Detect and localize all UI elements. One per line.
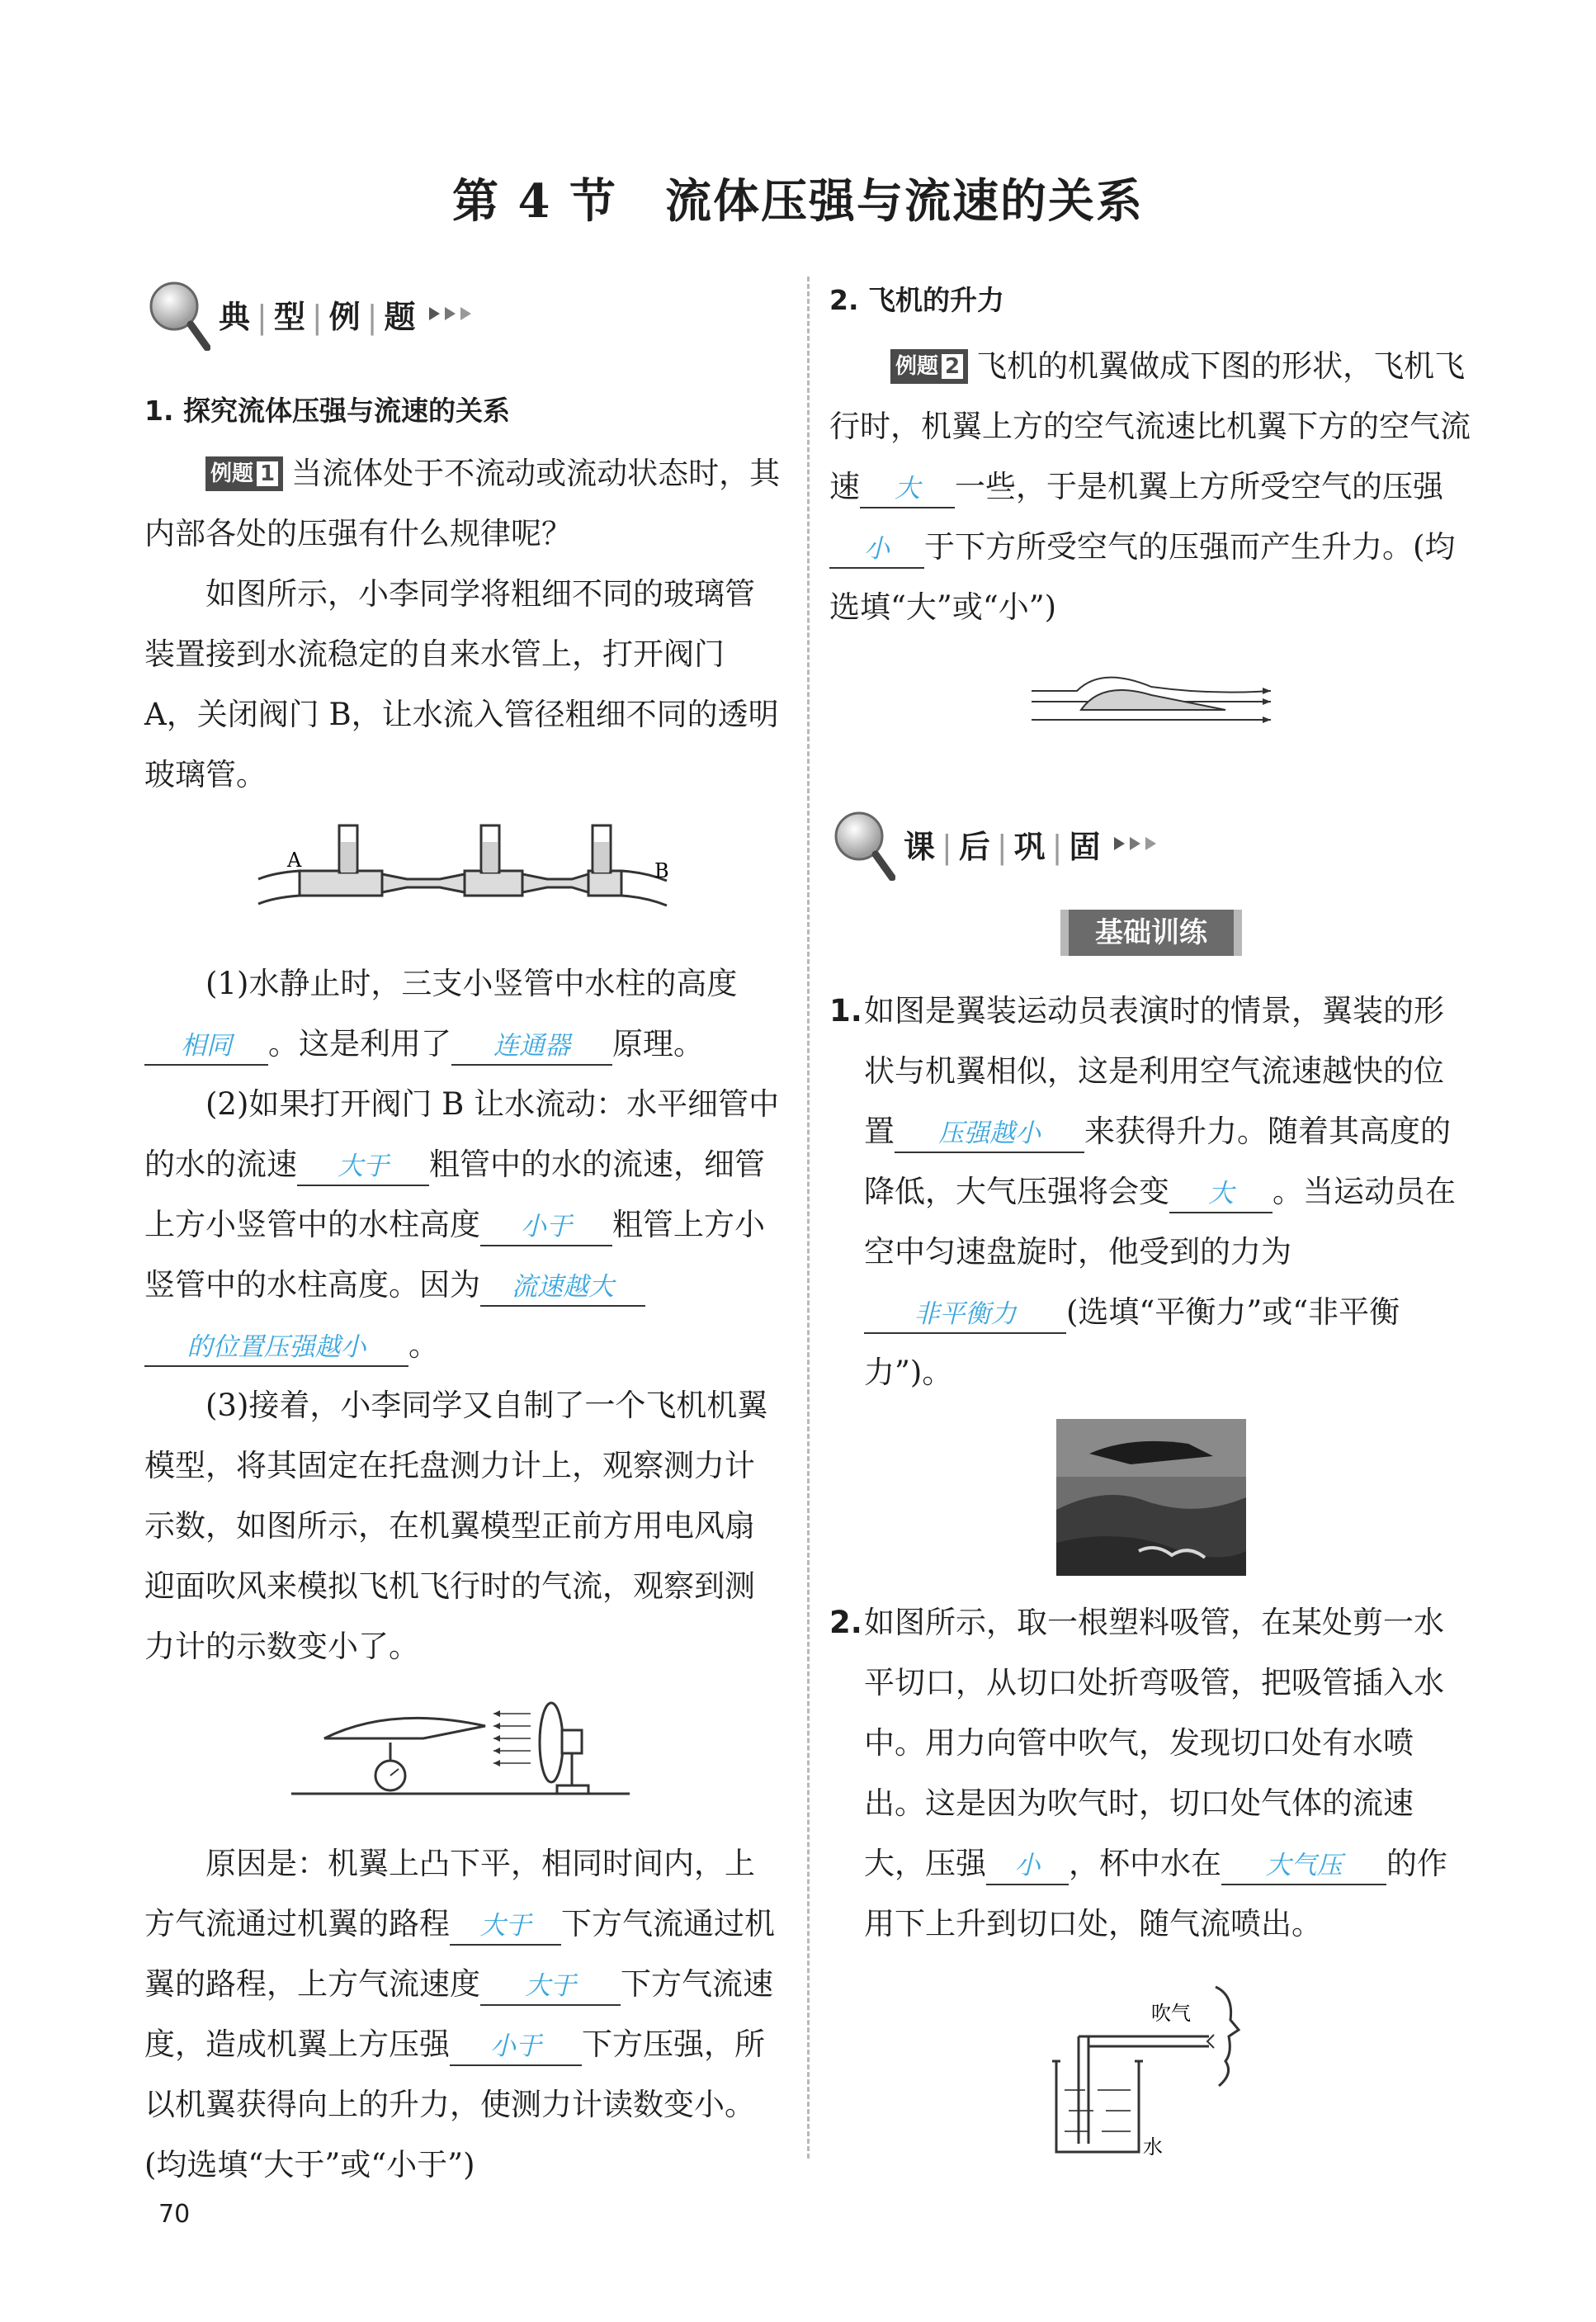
basic-training-label: 基础训练 xyxy=(1060,910,1242,956)
answer-blank[interactable]: 大于 xyxy=(297,1148,429,1186)
question-number: 2. xyxy=(829,1605,862,1640)
answer-blank[interactable]: 大 xyxy=(860,471,955,508)
example-1-text: 例题 1 当流体处于不流动或流动状态时，其内部各处的压强有什么规律呢？ xyxy=(144,456,781,551)
part-3: (3)接着，小李同学又自制了一个飞机机翼模型，将其固定在托盘测力计上，观察测力计示数，如图所示，在机翼模型正前方用电风扇迎面吹风来模拟飞机飞行时的气流，观察到测力计的示数变小了。 xyxy=(144,1388,768,1664)
example-2-text: 例题 2 飞机的机翼做成下图的形状，飞机飞行时，机翼上方的空气流速比机翼下方的空气流速 大 一些，于是机翼上方所受空气的压强小 于下方所受空气的压强而产生升力。(均选填“大”或“小”) xyxy=(829,348,1471,625)
valve-b-label: B xyxy=(654,859,669,882)
triangle-arrows-icon xyxy=(1114,837,1156,850)
answer-blank[interactable]: 小于 xyxy=(480,1208,612,1246)
answer-blank[interactable]: 压强越小 xyxy=(895,1115,1084,1153)
glass-tube-figure xyxy=(242,821,687,937)
reason-paragraph: 原因是：机翼上凸下平，相同时间内，上方气流通过机翼的路程 大于 下方气流通过机翼的路程，上方气流速度 大于 下方气流速度，造成机翼上方压强 小于 下方压强，所以机翼获得向上的升力，使测力计读数变小。(均选填“大于”或“小于”) xyxy=(144,1846,775,2182)
example-badge: 例题 1 xyxy=(205,456,283,491)
question-2 xyxy=(829,1592,1473,1954)
question-2-text: 如图所示，取一根塑料吸管，在某处剪一水平切口，从切口处折弯吸管，把吸管插入水中。用力向管中吹气，发现切口处有水喷出。这是因为吹气时，切口处气体的流速大，压强 小 ，杯中水在 大气压 的作用下上升到切口处，随气流喷出。 xyxy=(864,1605,1447,1941)
example-1-setup: 如图所示，小李同学将粗细不同的玻璃管装置接到水流稳定的自来水管上，打开阀门 A，关闭阀门 B，让水流入管径粗细不同的透明玻璃管。 xyxy=(144,576,779,792)
section-char: 巩 xyxy=(1013,828,1047,865)
answer-blank[interactable]: 小于 xyxy=(450,2028,582,2066)
blow-label: 吹气 xyxy=(1151,2002,1191,2025)
section-char: 型 xyxy=(273,298,307,335)
section-title: 典 | 型 | 例 | 题 xyxy=(219,298,418,335)
answer-blank[interactable]: 大于 xyxy=(480,1968,621,2006)
column-divider xyxy=(807,277,810,2159)
answer-blank[interactable]: 大气压 xyxy=(1221,1847,1386,1885)
left-column xyxy=(144,272,784,2195)
answer-blank[interactable]: 大 xyxy=(1169,1175,1273,1213)
section-title: 课 | 后 | 巩 | 固 xyxy=(904,828,1103,865)
valve-a-label: A xyxy=(286,849,301,872)
section-header-after-class xyxy=(829,802,1473,885)
straw-blowing-figure xyxy=(1027,1970,1275,2160)
section-char: 课 xyxy=(904,828,937,865)
answer-blank[interactable]: 小 xyxy=(986,1847,1069,1885)
part-1: (1)水静止时，三支小竖管中水柱的高度相同 。这是利用了 连通器 原理。 xyxy=(144,953,784,1074)
answer-blank[interactable]: 小 xyxy=(829,531,924,569)
magnifier-icon xyxy=(829,806,895,881)
part-2: (2)如果打开阀门 B 让水流动：水平细管中的水的流速 大于 粗管中的水的流速，细管上方小竖管中的水柱高度 小于 粗管上方小竖管中的水柱高度。因为 流速越大的位置压强越小 。 xyxy=(144,1074,784,1375)
answer-blank[interactable]: 的位置压强越小 xyxy=(144,1329,408,1367)
question-1 xyxy=(829,981,1473,1402)
page-title: 第 4 节 流体压强与流速的关系 xyxy=(452,174,1144,229)
wingsuit-photo xyxy=(1056,1419,1246,1576)
answer-blank[interactable]: 相同 xyxy=(144,1028,268,1066)
airfoil-figure xyxy=(1027,670,1275,736)
answer-blank[interactable]: 连通器 xyxy=(451,1028,612,1066)
example-badge: 例题 2 xyxy=(890,349,968,384)
subheading-2: 2. 飞机的升力 xyxy=(829,284,1004,316)
answer-blank[interactable]: 非平衡力 xyxy=(864,1296,1066,1334)
section-char: 典 xyxy=(219,298,253,335)
section-char: 后 xyxy=(958,828,992,865)
section-char: 固 xyxy=(1069,828,1103,865)
question-number: 1. xyxy=(829,993,862,1029)
subheading-1: 1. 探究流体压强与流速的关系 xyxy=(144,395,510,427)
question-1-text: 如图是翼装运动员表演时的情景，翼装的形状与机翼相似，这是利用空气流速越快的位置 压强越小 来获得升力。随着其高度的降低，大气压强将会变 大 。当运动员在空中匀速盘旋时，他受到的力为非平衡力 (选填“平衡力”或“非平衡力”)。 xyxy=(864,993,1456,1390)
right-column xyxy=(829,272,1473,2177)
triangle-arrows-icon xyxy=(429,307,471,320)
section-header-typical-examples xyxy=(144,272,784,355)
answer-blank[interactable]: 流速越大 xyxy=(480,1269,645,1307)
wing-model-fan-figure xyxy=(291,1693,638,1817)
answer-blank[interactable]: 大于 xyxy=(450,1908,561,1946)
page-number: 70 xyxy=(158,2200,191,2229)
water-label: 水 xyxy=(1143,2135,1163,2159)
magnifier-icon xyxy=(144,277,210,351)
section-char: 题 xyxy=(384,298,418,335)
section-char: 例 xyxy=(328,298,362,335)
